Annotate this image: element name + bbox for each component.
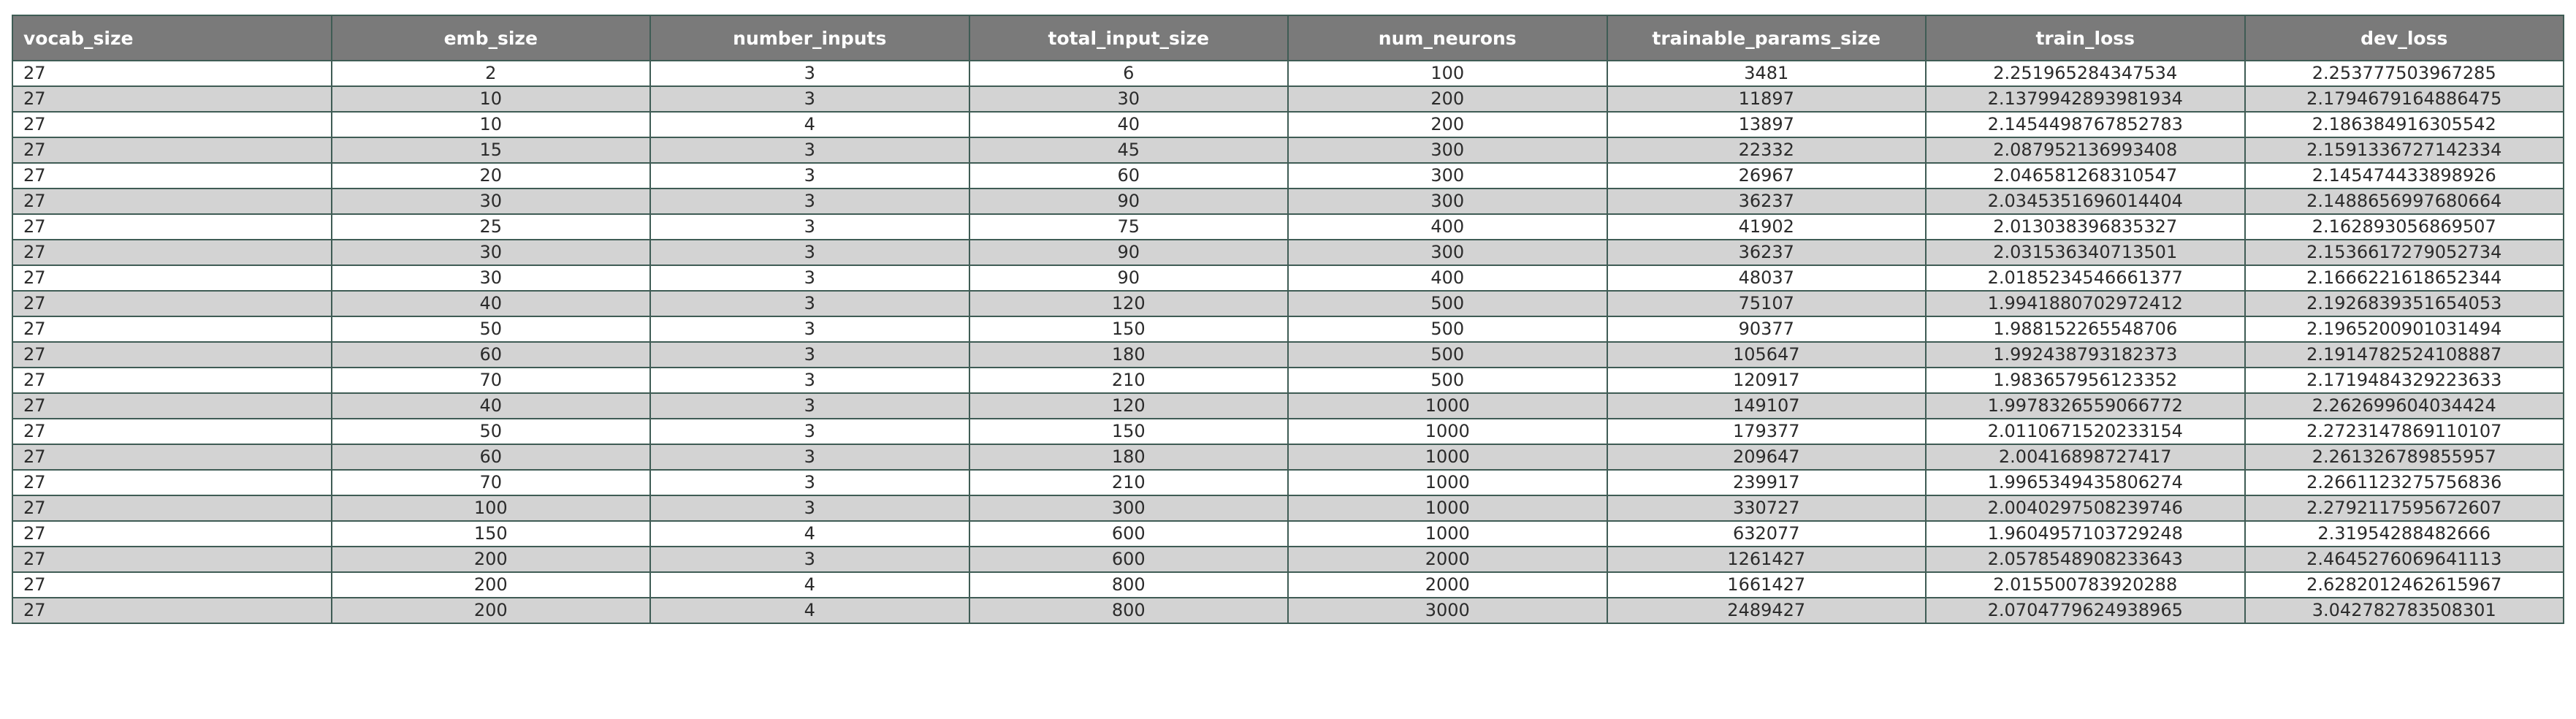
table-row: [12, 189, 2564, 214]
table-cell-emb-size: 30: [332, 240, 651, 265]
table-cell-total-input-size: 90: [969, 240, 1289, 265]
table-row: [12, 291, 2564, 316]
table-cell-train-loss: 1.9604957103729248: [1926, 521, 2245, 547]
table-cell-total-input-size: 45: [969, 137, 1289, 163]
table-row: [12, 137, 2564, 163]
table-cell-dev-loss: 2.1926839351654053: [2245, 291, 2564, 316]
table-cell-train-loss: 1.988152265548706: [1926, 316, 2245, 342]
table-cell-num-neurons: 500: [1288, 342, 1607, 368]
table-row: [12, 112, 2564, 137]
table-row: [12, 521, 2564, 547]
table-cell-total-input-size: 75: [969, 214, 1289, 240]
table-cell-num-neurons: 300: [1288, 240, 1607, 265]
table-cell-total-input-size: 30: [969, 86, 1289, 112]
table-cell-num-neurons: 1000: [1288, 393, 1607, 419]
table-cell-number-inputs: 3: [650, 393, 969, 419]
table-row: [12, 265, 2564, 291]
table-cell-num-neurons: 300: [1288, 137, 1607, 163]
table-cell-vocab-size: 27: [12, 137, 332, 163]
table-header: [12, 15, 2564, 61]
table-cell-train-loss: 1.9965349435806274: [1926, 470, 2245, 495]
table-cell-emb-size: 50: [332, 419, 651, 444]
table-cell-number-inputs: 3: [650, 137, 969, 163]
table-cell-dev-loss: 2.2661123275756836: [2245, 470, 2564, 495]
results-table: [12, 15, 2564, 624]
table-cell-train-loss: 2.0578548908233643: [1926, 547, 2245, 572]
table-cell-total-input-size: 120: [969, 393, 1289, 419]
table-body: [12, 61, 2564, 623]
table-cell-num-neurons: 1000: [1288, 419, 1607, 444]
table-cell-vocab-size: 27: [12, 240, 332, 265]
table-cell-emb-size: 70: [332, 368, 651, 393]
table-cell-vocab-size: 27: [12, 368, 332, 393]
table-cell-emb-size: 200: [332, 598, 651, 623]
table-row: [12, 214, 2564, 240]
table-cell-train-loss: 2.251965284347534: [1926, 61, 2245, 86]
table-cell-total-input-size: 180: [969, 444, 1289, 470]
table-row: [12, 163, 2564, 189]
table-row: [12, 419, 2564, 444]
table-cell-train-loss: 1.9978326559066772: [1926, 393, 2245, 419]
table-cell-num-neurons: 400: [1288, 265, 1607, 291]
table-cell-emb-size: 70: [332, 470, 651, 495]
table-cell-total-input-size: 210: [969, 470, 1289, 495]
table-cell-emb-size: 200: [332, 547, 651, 572]
table-cell-trainable-params-size: 105647: [1607, 342, 1927, 368]
table-cell-train-loss: 2.031536340713501: [1926, 240, 2245, 265]
table-cell-number-inputs: 3: [650, 495, 969, 521]
table-row: [12, 547, 2564, 572]
table-cell-vocab-size: 27: [12, 419, 332, 444]
table-cell-number-inputs: 4: [650, 572, 969, 598]
table-row: [12, 240, 2564, 265]
table-cell-trainable-params-size: 26967: [1607, 163, 1927, 189]
table-cell-dev-loss: 2.253777503967285: [2245, 61, 2564, 86]
table-cell-num-neurons: 300: [1288, 189, 1607, 214]
table-cell-dev-loss: 2.1666221618652344: [2245, 265, 2564, 291]
table-cell-num-neurons: 200: [1288, 112, 1607, 137]
table-cell-emb-size: 15: [332, 137, 651, 163]
table-cell-train-loss: 1.983657956123352: [1926, 368, 2245, 393]
table-cell-emb-size: 200: [332, 572, 651, 598]
table-row: [12, 342, 2564, 368]
table-row: [12, 495, 2564, 521]
table-cell-total-input-size: 40: [969, 112, 1289, 137]
table-cell-dev-loss: 2.31954288482666: [2245, 521, 2564, 547]
table-cell-train-loss: 2.1379942893981934: [1926, 86, 2245, 112]
table-cell-trainable-params-size: 22332: [1607, 137, 1927, 163]
table-cell-vocab-size: 27: [12, 572, 332, 598]
table-cell-dev-loss: 2.1536617279052734: [2245, 240, 2564, 265]
table-cell-number-inputs: 3: [650, 265, 969, 291]
table-cell-trainable-params-size: 239917: [1607, 470, 1927, 495]
table-cell-train-loss: 2.0704779624938965: [1926, 598, 2245, 623]
table-cell-emb-size: 100: [332, 495, 651, 521]
table-cell-dev-loss: 2.162893056869507: [2245, 214, 2564, 240]
table-cell-trainable-params-size: 41902: [1607, 214, 1927, 240]
table-cell-train-loss: 2.0185234546661377: [1926, 265, 2245, 291]
table-cell-number-inputs: 3: [650, 291, 969, 316]
table-cell-dev-loss: 2.186384916305542: [2245, 112, 2564, 137]
table-cell-num-neurons: 1000: [1288, 470, 1607, 495]
table-cell-total-input-size: 800: [969, 572, 1289, 598]
table-cell-num-neurons: 1000: [1288, 521, 1607, 547]
table-cell-dev-loss: 2.1719484329223633: [2245, 368, 2564, 393]
table-cell-number-inputs: 4: [650, 598, 969, 623]
table-cell-num-neurons: 100: [1288, 61, 1607, 86]
table-cell-emb-size: 30: [332, 265, 651, 291]
column-header-num-neurons: num_neurons: [1288, 15, 1607, 61]
table-cell-vocab-size: 27: [12, 316, 332, 342]
table-cell-vocab-size: 27: [12, 86, 332, 112]
table-cell-number-inputs: 3: [650, 316, 969, 342]
table-cell-emb-size: 40: [332, 291, 651, 316]
table-cell-total-input-size: 90: [969, 189, 1289, 214]
table-cell-dev-loss: 2.261326789855957: [2245, 444, 2564, 470]
table-cell-dev-loss: 2.1488656997680664: [2245, 189, 2564, 214]
table-cell-number-inputs: 3: [650, 342, 969, 368]
table-row: [12, 86, 2564, 112]
table-cell-dev-loss: 2.4645276069641113: [2245, 547, 2564, 572]
table-cell-train-loss: 2.00416898727417: [1926, 444, 2245, 470]
table-cell-total-input-size: 90: [969, 265, 1289, 291]
table-cell-dev-loss: 2.1591336727142334: [2245, 137, 2564, 163]
table-cell-trainable-params-size: 632077: [1607, 521, 1927, 547]
table-cell-train-loss: 2.0345351696014404: [1926, 189, 2245, 214]
table-row: [12, 393, 2564, 419]
table-cell-number-inputs: 4: [650, 521, 969, 547]
table-cell-vocab-size: 27: [12, 495, 332, 521]
table-cell-total-input-size: 120: [969, 291, 1289, 316]
table-cell-trainable-params-size: 1661427: [1607, 572, 1927, 598]
table-cell-dev-loss: 2.6282012462615967: [2245, 572, 2564, 598]
table-cell-trainable-params-size: 209647: [1607, 444, 1927, 470]
table-cell-total-input-size: 600: [969, 547, 1289, 572]
table-cell-emb-size: 20: [332, 163, 651, 189]
table-cell-emb-size: 50: [332, 316, 651, 342]
table-cell-emb-size: 10: [332, 112, 651, 137]
table-cell-number-inputs: 3: [650, 214, 969, 240]
table-cell-total-input-size: 150: [969, 316, 1289, 342]
table-cell-trainable-params-size: 120917: [1607, 368, 1927, 393]
table-cell-vocab-size: 27: [12, 598, 332, 623]
table-cell-num-neurons: 1000: [1288, 444, 1607, 470]
table-cell-total-input-size: 210: [969, 368, 1289, 393]
table-cell-trainable-params-size: 330727: [1607, 495, 1927, 521]
table-row: [12, 61, 2564, 86]
table-cell-vocab-size: 27: [12, 112, 332, 137]
table-cell-trainable-params-size: 36237: [1607, 240, 1927, 265]
table-cell-num-neurons: 400: [1288, 214, 1607, 240]
table-cell-emb-size: 30: [332, 189, 651, 214]
table-cell-number-inputs: 3: [650, 189, 969, 214]
table-cell-dev-loss: 2.2723147869110107: [2245, 419, 2564, 444]
table-cell-num-neurons: 3000: [1288, 598, 1607, 623]
table-cell-emb-size: 10: [332, 86, 651, 112]
header-row: [12, 15, 2564, 61]
table-cell-train-loss: 2.087952136993408: [1926, 137, 2245, 163]
table-row: [12, 470, 2564, 495]
table-cell-trainable-params-size: 36237: [1607, 189, 1927, 214]
table-cell-num-neurons: 1000: [1288, 495, 1607, 521]
table-cell-number-inputs: 3: [650, 86, 969, 112]
table-cell-emb-size: 2: [332, 61, 651, 86]
table-row: [12, 598, 2564, 623]
table-cell-total-input-size: 800: [969, 598, 1289, 623]
table-cell-train-loss: 2.015500783920288: [1926, 572, 2245, 598]
table-cell-total-input-size: 60: [969, 163, 1289, 189]
table-cell-train-loss: 1.9941880702972412: [1926, 291, 2245, 316]
table-cell-vocab-size: 27: [12, 189, 332, 214]
table-cell-number-inputs: 3: [650, 61, 969, 86]
table-cell-number-inputs: 3: [650, 444, 969, 470]
table-cell-emb-size: 60: [332, 342, 651, 368]
table-row: [12, 444, 2564, 470]
table-cell-total-input-size: 300: [969, 495, 1289, 521]
table-cell-trainable-params-size: 13897: [1607, 112, 1927, 137]
column-header-number-inputs: number_inputs: [650, 15, 969, 61]
column-header-dev-loss: dev_loss: [2245, 15, 2564, 61]
table-cell-vocab-size: 27: [12, 265, 332, 291]
table-cell-train-loss: 2.013038396835327: [1926, 214, 2245, 240]
table-cell-trainable-params-size: 179377: [1607, 419, 1927, 444]
table-cell-num-neurons: 2000: [1288, 547, 1607, 572]
table-cell-train-loss: 2.046581268310547: [1926, 163, 2245, 189]
table-cell-number-inputs: 3: [650, 547, 969, 572]
column-header-emb-size: emb_size: [332, 15, 651, 61]
table-cell-total-input-size: 150: [969, 419, 1289, 444]
table-cell-number-inputs: 3: [650, 163, 969, 189]
table-cell-vocab-size: 27: [12, 163, 332, 189]
table-cell-trainable-params-size: 149107: [1607, 393, 1927, 419]
table-cell-number-inputs: 3: [650, 240, 969, 265]
table-cell-vocab-size: 27: [12, 444, 332, 470]
table-cell-total-input-size: 600: [969, 521, 1289, 547]
table-cell-dev-loss: 3.042782783508301: [2245, 598, 2564, 623]
table-cell-dev-loss: 2.1965200901031494: [2245, 316, 2564, 342]
table-cell-emb-size: 40: [332, 393, 651, 419]
table-cell-num-neurons: 500: [1288, 368, 1607, 393]
table-cell-number-inputs: 3: [650, 470, 969, 495]
table-cell-vocab-size: 27: [12, 470, 332, 495]
table-row: [12, 572, 2564, 598]
table-cell-num-neurons: 2000: [1288, 572, 1607, 598]
table-cell-trainable-params-size: 3481: [1607, 61, 1927, 86]
table-cell-dev-loss: 2.145474433898926: [2245, 163, 2564, 189]
column-header-vocab-size: vocab_size: [12, 15, 332, 61]
table-cell-trainable-params-size: 75107: [1607, 291, 1927, 316]
table-cell-dev-loss: 2.1914782524108887: [2245, 342, 2564, 368]
table-cell-vocab-size: 27: [12, 214, 332, 240]
table-row: [12, 368, 2564, 393]
table-cell-number-inputs: 3: [650, 419, 969, 444]
table-row: [12, 316, 2564, 342]
table-cell-emb-size: 150: [332, 521, 651, 547]
table-cell-train-loss: 1.992438793182373: [1926, 342, 2245, 368]
table-cell-train-loss: 2.1454498767852783: [1926, 112, 2245, 137]
table-cell-train-loss: 2.0110671520233154: [1926, 419, 2245, 444]
table-cell-vocab-size: 27: [12, 547, 332, 572]
table-cell-vocab-size: 27: [12, 342, 332, 368]
table-cell-vocab-size: 27: [12, 521, 332, 547]
column-header-total-input-size: total_input_size: [969, 15, 1289, 61]
table-cell-dev-loss: 2.2792117595672607: [2245, 495, 2564, 521]
table-cell-trainable-params-size: 2489427: [1607, 598, 1927, 623]
table-cell-emb-size: 25: [332, 214, 651, 240]
table-cell-vocab-size: 27: [12, 61, 332, 86]
table-cell-emb-size: 60: [332, 444, 651, 470]
table-cell-total-input-size: 6: [969, 61, 1289, 86]
table-cell-dev-loss: 2.1794679164886475: [2245, 86, 2564, 112]
table-cell-train-loss: 2.0040297508239746: [1926, 495, 2245, 521]
table-cell-dev-loss: 2.262699604034424: [2245, 393, 2564, 419]
column-header-trainable-params-size: trainable_params_size: [1607, 15, 1927, 61]
table-cell-number-inputs: 3: [650, 368, 969, 393]
table-cell-num-neurons: 500: [1288, 316, 1607, 342]
table-cell-num-neurons: 500: [1288, 291, 1607, 316]
table-cell-vocab-size: 27: [12, 393, 332, 419]
table-cell-trainable-params-size: 90377: [1607, 316, 1927, 342]
table-cell-total-input-size: 180: [969, 342, 1289, 368]
column-header-train-loss: train_loss: [1926, 15, 2245, 61]
table-cell-num-neurons: 200: [1288, 86, 1607, 112]
table-cell-trainable-params-size: 48037: [1607, 265, 1927, 291]
table-cell-num-neurons: 300: [1288, 163, 1607, 189]
table-cell-trainable-params-size: 1261427: [1607, 547, 1927, 572]
table-cell-number-inputs: 4: [650, 112, 969, 137]
table-cell-trainable-params-size: 11897: [1607, 86, 1927, 112]
table-cell-vocab-size: 27: [12, 291, 332, 316]
